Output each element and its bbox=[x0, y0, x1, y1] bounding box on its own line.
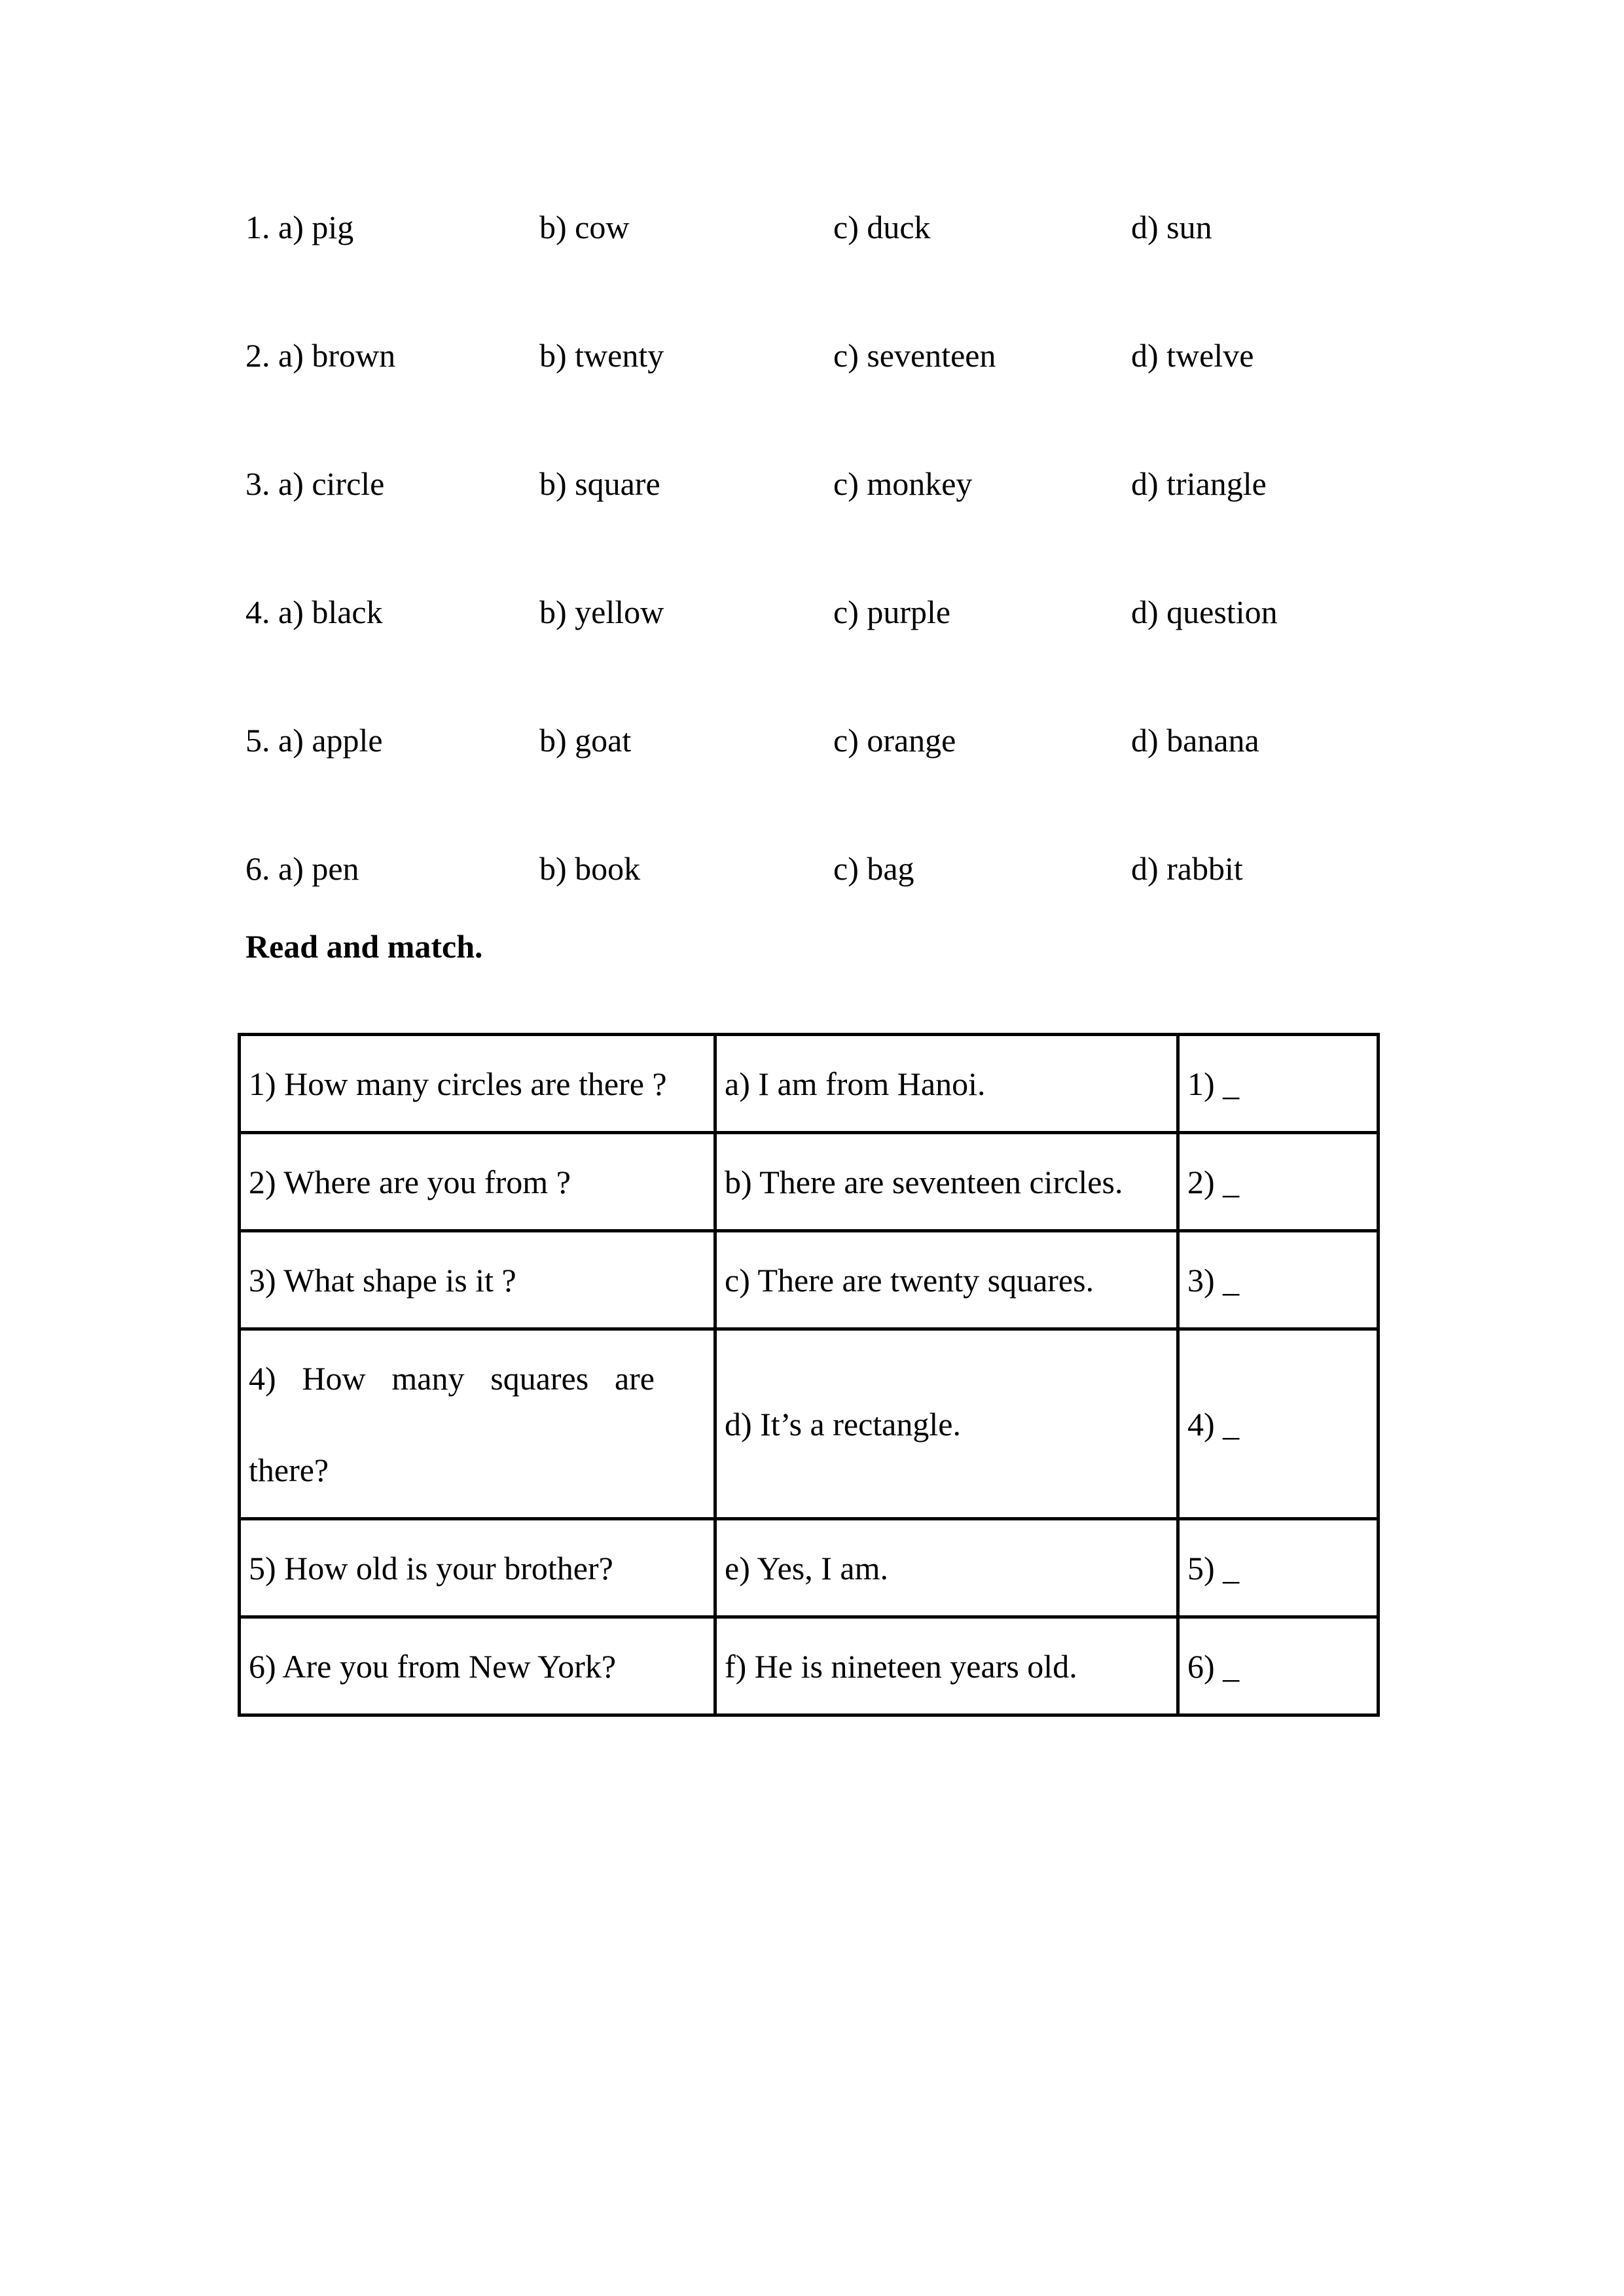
blank-cell: 4) _ bbox=[1178, 1329, 1379, 1519]
mc-option: d) question bbox=[1131, 594, 1278, 630]
blank-cell: 1) _ bbox=[1178, 1035, 1379, 1133]
table-row bbox=[240, 1617, 1379, 1715]
mc-option: c) duck bbox=[833, 209, 931, 245]
mc-option: 3. a) circle bbox=[245, 465, 385, 502]
answer-cell: b) There are seventeen circles. bbox=[715, 1133, 1178, 1231]
question-cell: 5) How old is your brother? bbox=[240, 1519, 715, 1617]
mc-row-2 bbox=[245, 336, 1522, 374]
mc-option: b) yellow bbox=[539, 594, 664, 630]
mc-option: c) purple bbox=[833, 594, 951, 630]
table-row bbox=[240, 1133, 1379, 1231]
answer-cell: f) He is nineteen years old. bbox=[715, 1617, 1178, 1715]
answer-cell: a) I am from Hanoi. bbox=[715, 1035, 1178, 1133]
mc-row-5 bbox=[245, 721, 1522, 759]
question-cell: 2) Where are you from ? bbox=[240, 1133, 715, 1231]
mc-row-1 bbox=[245, 208, 1522, 246]
table-row bbox=[240, 1329, 1379, 1519]
question-cell: 1) How many circles are there ? bbox=[240, 1035, 715, 1133]
read-and-match-table bbox=[238, 1033, 1380, 1717]
mc-option: d) rabbit bbox=[1131, 850, 1243, 887]
mc-option: c) seventeen bbox=[833, 337, 996, 374]
question-cell: 6) Are you from New York? bbox=[240, 1617, 715, 1715]
mc-option: 6. a) pen bbox=[245, 850, 359, 887]
mc-option: c) monkey bbox=[833, 465, 973, 502]
table-row bbox=[240, 1519, 1379, 1617]
answer-cell: d) It’s a rectangle. bbox=[715, 1329, 1178, 1519]
answer-cell: e) Yes, I am. bbox=[715, 1519, 1178, 1617]
mc-row-3 bbox=[245, 465, 1522, 503]
mc-option: d) twelve bbox=[1131, 337, 1254, 374]
blank-cell: 3) _ bbox=[1178, 1231, 1379, 1329]
blank-cell: 2) _ bbox=[1178, 1133, 1379, 1231]
mc-option: d) banana bbox=[1131, 722, 1259, 759]
mc-option: 4. a) black bbox=[245, 594, 383, 630]
multiple-choice-section bbox=[245, 208, 1522, 978]
mc-option: 5. a) apple bbox=[245, 722, 383, 759]
mc-option: 1. a) pig bbox=[245, 209, 354, 245]
question-cell bbox=[240, 1329, 715, 1519]
table-row bbox=[240, 1231, 1379, 1329]
blank-cell: 6) _ bbox=[1178, 1617, 1379, 1715]
mc-option: d) sun bbox=[1131, 209, 1212, 245]
mc-row-4 bbox=[245, 593, 1522, 631]
mc-option: b) twenty bbox=[539, 337, 664, 374]
blank-cell: 5) _ bbox=[1178, 1519, 1379, 1617]
mc-option: b) square bbox=[539, 465, 660, 502]
mc-option: d) triangle bbox=[1131, 465, 1267, 502]
mc-option: 2. a) brown bbox=[245, 337, 396, 374]
mc-option: c) orange bbox=[833, 722, 956, 759]
answer-cell: c) There are twenty squares. bbox=[715, 1231, 1178, 1329]
table-row bbox=[240, 1035, 1379, 1133]
mc-row-6 bbox=[245, 850, 1522, 888]
mc-option: c) bag bbox=[833, 850, 914, 887]
question-cell: 3) What shape is it ? bbox=[240, 1231, 715, 1329]
justified-question-text: 4) How many squares are there? bbox=[249, 1359, 655, 1488]
section-heading: Read and match. bbox=[245, 928, 483, 965]
mc-option: b) book bbox=[539, 850, 641, 887]
mc-option: b) cow bbox=[539, 209, 630, 245]
mc-option: b) goat bbox=[539, 722, 632, 759]
